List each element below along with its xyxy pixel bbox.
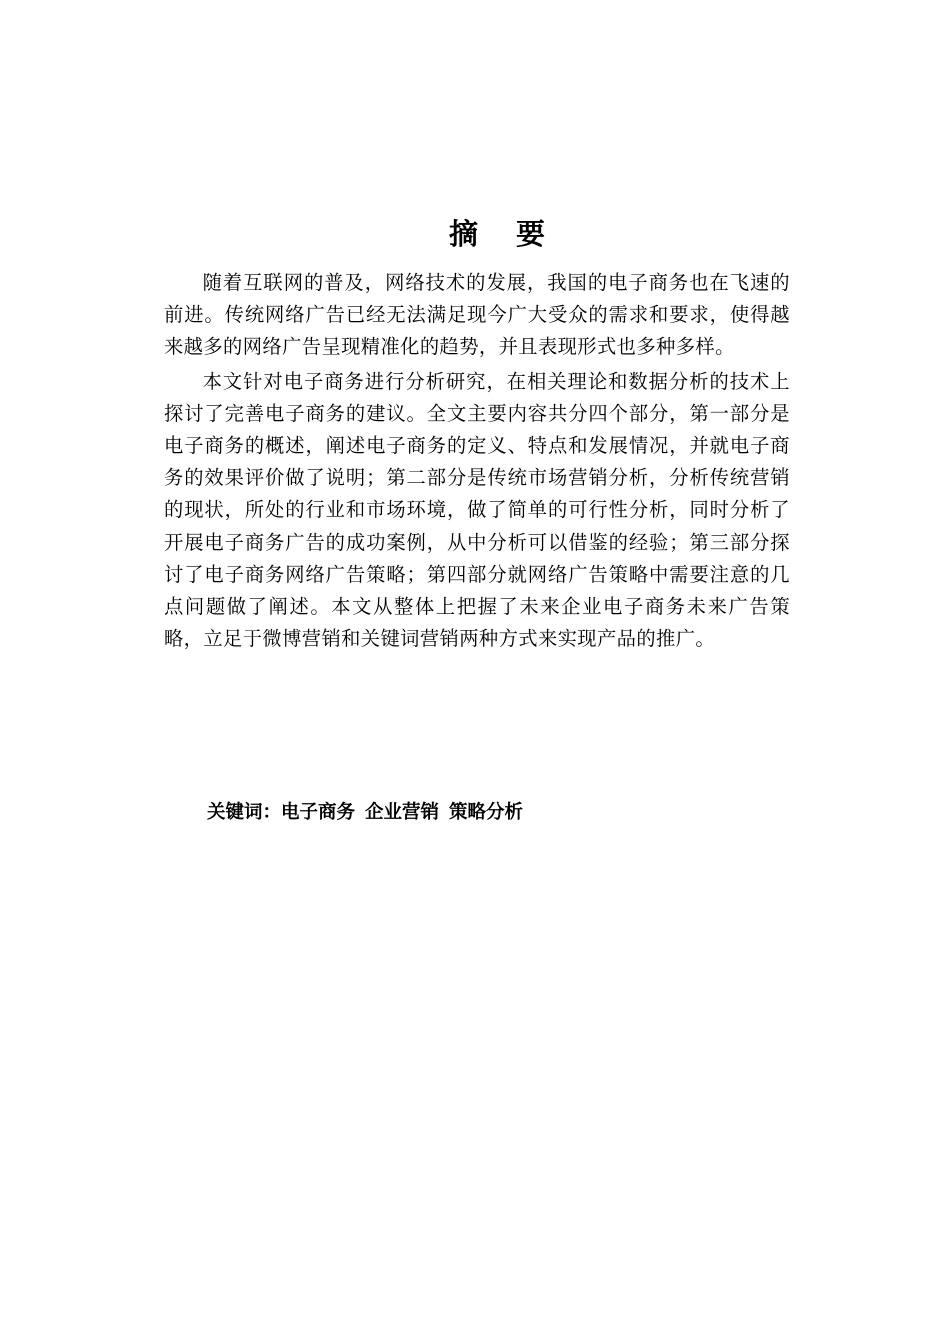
abstract-paragraph-1: 随着互联网的普及，网络技术的发展，我国的电子商务也在飞速的前进。传统网络广告已经无法满足现今广大受众的需求和要求，使得越来越多的网络广告呈现精准化的趋势，并且表现形式也多种多样。 <box>164 271 790 359</box>
keywords-line <box>207 796 807 830</box>
keyword-item: 电子商务 <box>281 802 356 823</box>
keyword-item: 策略分析 <box>449 802 524 823</box>
abstract-body <box>164 267 790 655</box>
abstract-paragraph-2: 本文针对电子商务进行分析研究，在相关理论和数据分析的技术上探讨了完善电子商务的建议。全文主要内容共分四个部分，第一部分是电子商务的概述，阐述电子商务的定义、特点和发展情况，并就电子商务的效果评价做了说明；第二部分是传统市场营销分析，分析传统营销的现状，所处的行业和市场环境，做了简单的可行性分析，同时分析了开展电子商务广告的成功案例，从中分析可以借鉴的经验；第三部分探讨了电子商务网络广告策略；第四部分就网络广告策略中需要注意的几点问题做了阐述。本文从整体上把握了未来企业电子商务未来广告策略，立足于微博营销和关键词营销两种方式来实现产品的推广。 <box>164 369 790 651</box>
keyword-item: 企业营销 <box>365 802 440 823</box>
keywords-label: 关键词： <box>207 802 282 823</box>
abstract-title: 摘 要 <box>448 217 560 251</box>
